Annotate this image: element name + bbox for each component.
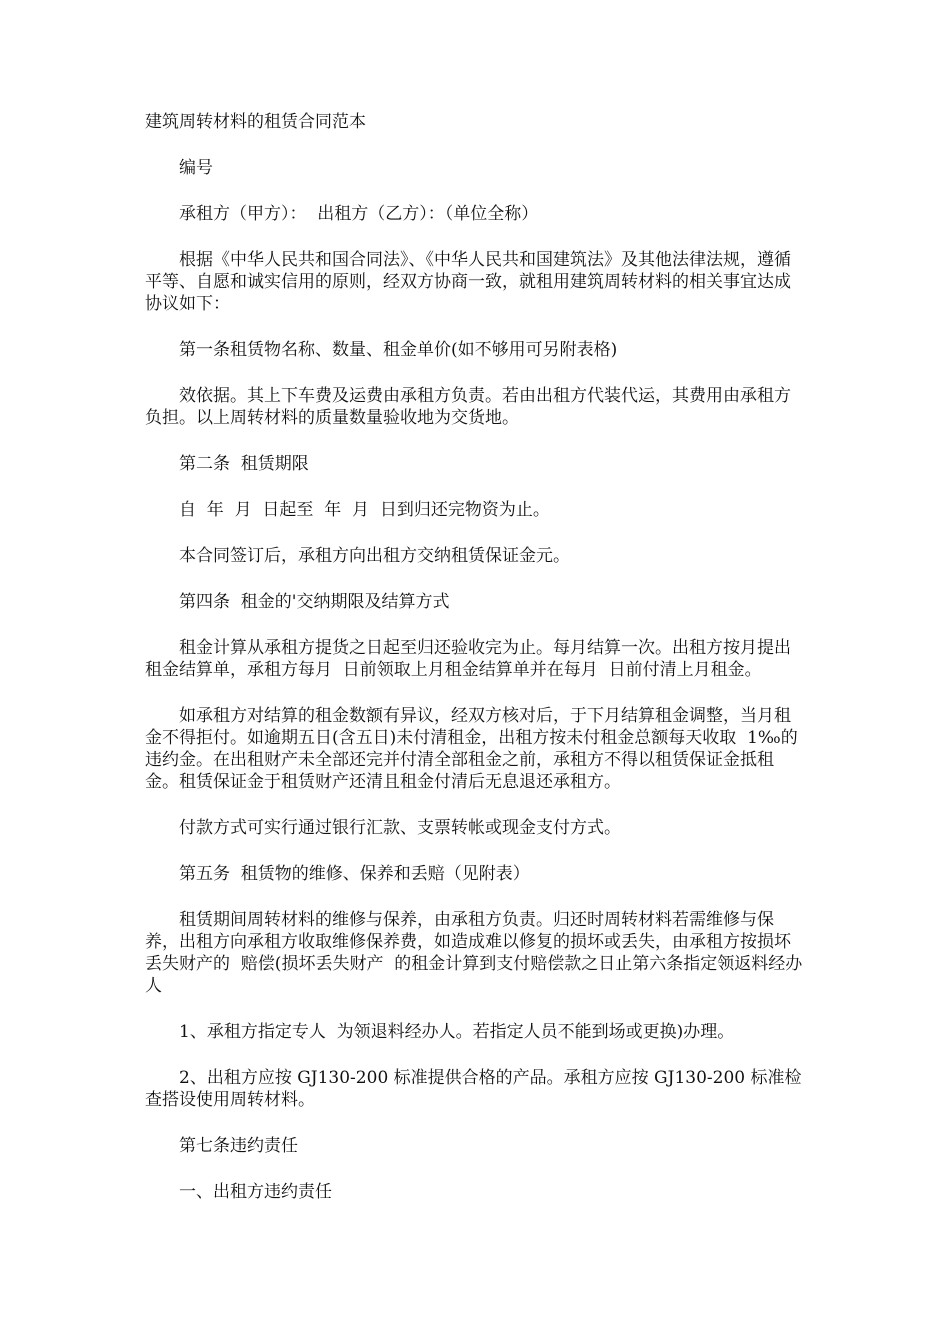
- article-4-heading: 第四条 租金的'交纳期限及结算方式: [179, 592, 450, 612]
- parties-line: 承租方（甲方）： 出租方（乙方）：（单位全称）: [179, 204, 539, 224]
- lease-period-paragraph: 自 年 月 日起至 年 月 日到归还完物资为止。: [179, 500, 550, 520]
- deposit-paragraph: 本合同签订后，承租方向出租方交纳租赁保证金元。: [179, 546, 570, 566]
- document-title: 建筑周转材料的租赁合同范本: [145, 112, 366, 132]
- rent-calculation-paragraph: 租金计算从承租方提货之日起至归还验收完为止。每月结算一次。出租方按月提出租金结算单，承租方每月 日前领取上月租金结算单并在每月 日前付清上月租金。: [145, 638, 791, 680]
- article-1-heading: 第一条租赁物名称、数量、租金单价(如不够用可另附表格): [179, 340, 618, 360]
- lessor-liability-heading: 一、出租方违约责任: [179, 1182, 332, 1202]
- preamble-paragraph: 根据《中华人民共和国合同法》、《中华人民共和国建筑法》及其他法律法规，遵循平等、自愿和诚实信用的原则，经双方协商一致，就租用建筑周转材料的相关事宜达成协议如下：: [145, 250, 791, 314]
- payment-method-paragraph: 付款方式可实行通过银行汇款、支票转帐或现金支付方式。: [179, 818, 621, 838]
- rent-dispute-paragraph: 如承租方对结算的租金数额有异议，经双方核对后，于下月结算租金调整，当月租金不得拒付。如逾期五日(含五日)未付清租金，出租方按未付租金总额每天收取 1‰的违约金。在出租财产未全部还完并付清全部租金之前，承租方不得以租赁保证金抵租金。租赁保证金于租赁财产还清且租金付清后无息退还承租方。: [145, 706, 798, 792]
- contract-number-label: 编号: [179, 158, 213, 178]
- transport-paragraph: 效依据。其上下车费及运费由承租方负责。若由出租方代装代运，其费用由承租方负担。以上周转材料的质量数量验收地为交货地。: [145, 386, 791, 428]
- maintenance-paragraph: 租赁期间周转材料的维修与保养，由承租方负责。归还时周转材料若需维修与保养，出租方向承租方收取维修保养费，如造成难以修复的损坏或丢失，由承租方按损坏丢失财产的 赔偿(损坏丢失财产 的租金计算到支付赔偿款之日止第六条指定领返料经办人: [145, 910, 803, 996]
- article-5-heading: 第五务 租赁物的维修、保养和丢赔（见附表）: [179, 864, 530, 884]
- document-body: [145, 111, 805, 1227]
- clause-2-paragraph: 2、出租方应按 GJ130-200 标准提供合格的产品。承租方应按 GJ130-200 标准检查搭设使用周转材料。: [145, 1068, 802, 1110]
- article-7-heading: 第七条违约责任: [179, 1136, 298, 1156]
- clause-1-paragraph: 1、承租方指定专人 为领退料经办人。若指定人员不能到场或更换)办理。: [179, 1022, 735, 1042]
- article-2-heading: 第二条 租赁期限: [179, 454, 309, 474]
